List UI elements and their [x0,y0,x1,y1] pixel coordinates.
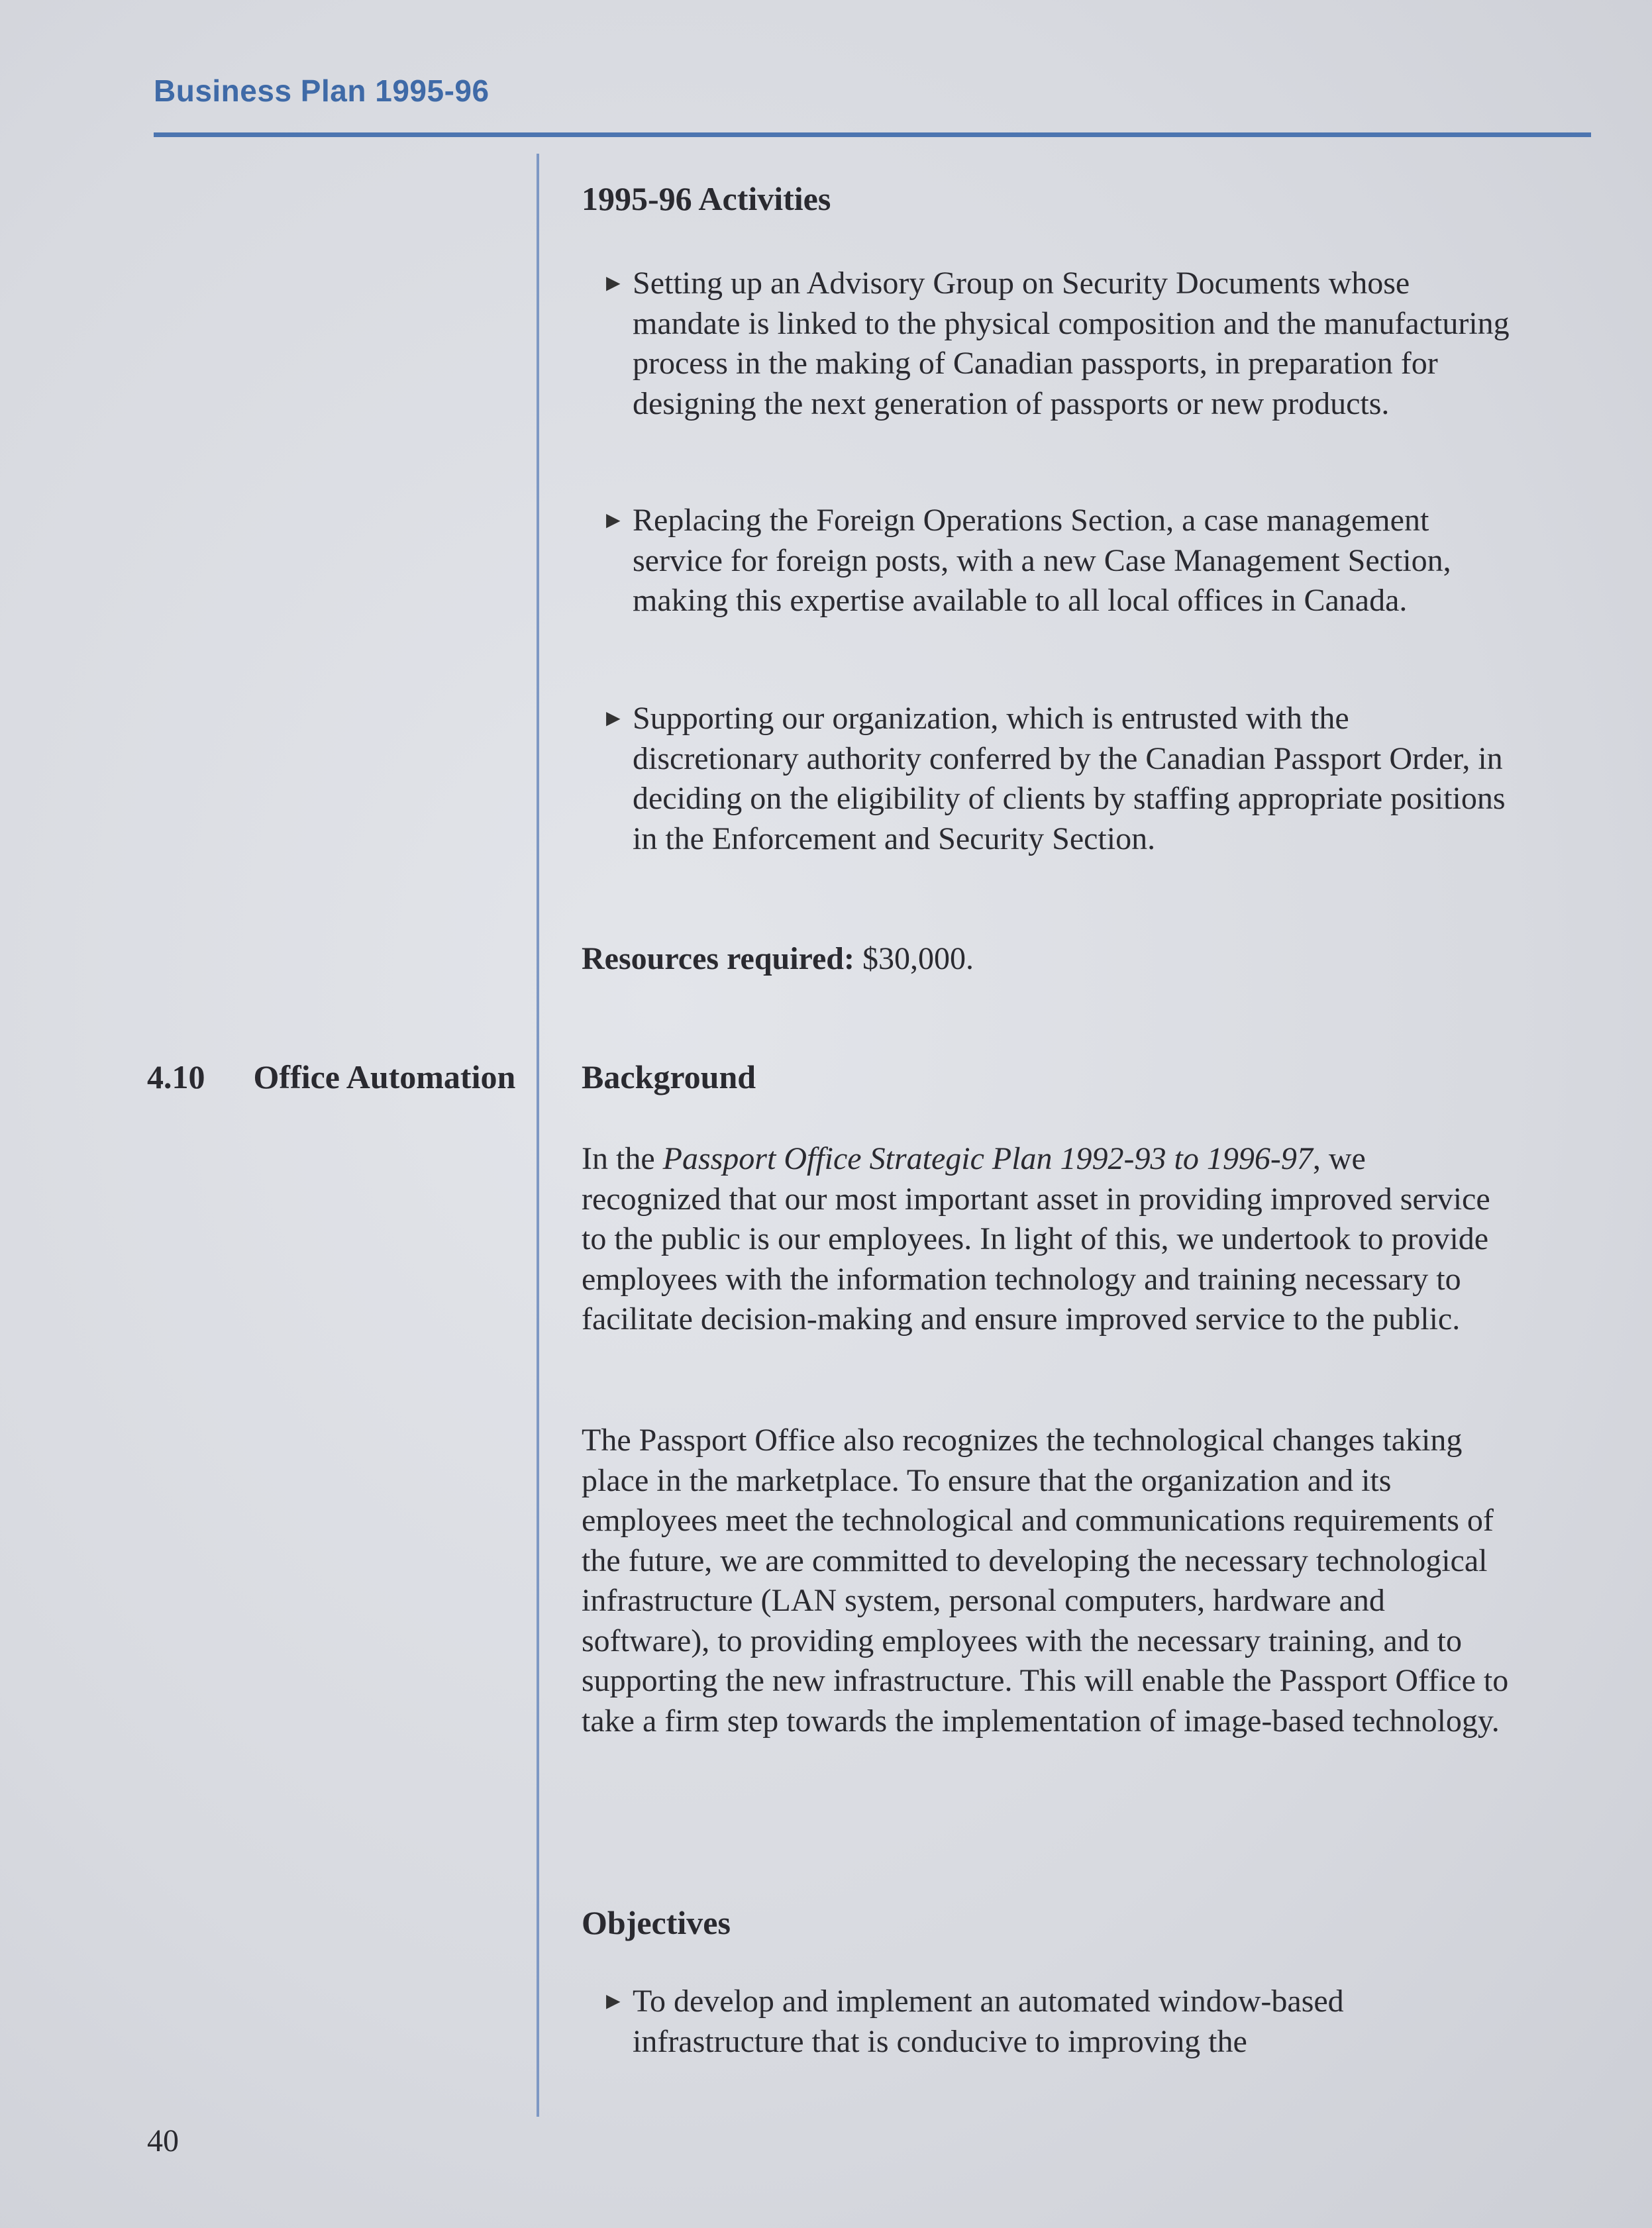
section-title: Office Automation [253,1058,516,1095]
resources-label: Resources required: [582,941,854,976]
triangle-bullet-icon: ▶ [606,510,621,531]
header-rule [154,132,1591,137]
background-p1-lead: In the [582,1141,663,1176]
column-divider [537,154,539,2117]
background-p2-text: The Passport Office also recognizes the technological changes taking place in the marketplace. To ensure that the organization and its employees meet the technological and communications requirements of the future, we are committed to developing the necessary technological infrastructure (LAN system, personal computers, hardware and software), to providing employees with the necessary training, and to supporting the new infrastructure. This will enable the Passport Office to take a firm step towards the implementation of image-based technology. [582,1423,1509,1739]
strategic-plan-title: Passport Office Strategic Plan 1992-93 to 1996-97 [662,1141,1313,1176]
activity-item-3 [606,699,1514,859]
section-label [147,1057,515,1097]
resources-value: $30,000. [862,941,974,976]
activities-heading-text: 1995-96 Activities [582,180,831,217]
background-paragraph-2 [582,1421,1509,1741]
triangle-bullet-icon: ▶ [606,708,621,729]
background-heading-text: Background [582,1058,756,1095]
activity-item-text: Replacing the Foreign Operations Section, a case management service for foreign posts, with a new Case Management Section, making this expertise available to all local offices in Canada. [633,503,1451,618]
activity-item-text: Supporting our organization, which is entrusted with the discretionary authority conferred by the Canadian Passport Order, in deciding on the eligibility of clients by staffing appropriate positions in the Enforcement and Security Section. [633,701,1506,856]
page-number: 40 [147,2123,179,2158]
objectives-heading [582,1903,1509,1943]
running-header: Business Plan 1995-96 [154,74,490,108]
resources-required [582,939,1509,980]
triangle-bullet-icon: ▶ [606,273,621,293]
background-heading [582,1057,1509,1097]
activity-item-2 [606,501,1514,621]
objective-item-text: To develop and implement an automated window-based infrastructure that is conducive to improving the [633,1984,1344,2059]
background-p1-body: , we recognized that our most important asset in providing improved service to the public is our employees. In light of this, we undertook to provide employees with the information technology and training necessary to facilitate decision-making and ensure improved service to the public. [582,1141,1490,1337]
section-number: 4.10 [147,1058,205,1095]
triangle-bullet-icon: ▶ [606,1991,621,2011]
activity-item-1 [606,264,1514,424]
objectives-heading-text: Objectives [582,1904,731,1941]
background-paragraph-1 [582,1139,1509,1340]
objective-item-1 [606,1982,1514,2062]
activity-item-text: Setting up an Advisory Group on Security Documents whose mandate is linked to the physical composition and the manufacturing process in the making of Canadian passports, in preparation for designing the next generation of passports or new products. [633,266,1510,421]
activities-heading [582,179,1509,219]
